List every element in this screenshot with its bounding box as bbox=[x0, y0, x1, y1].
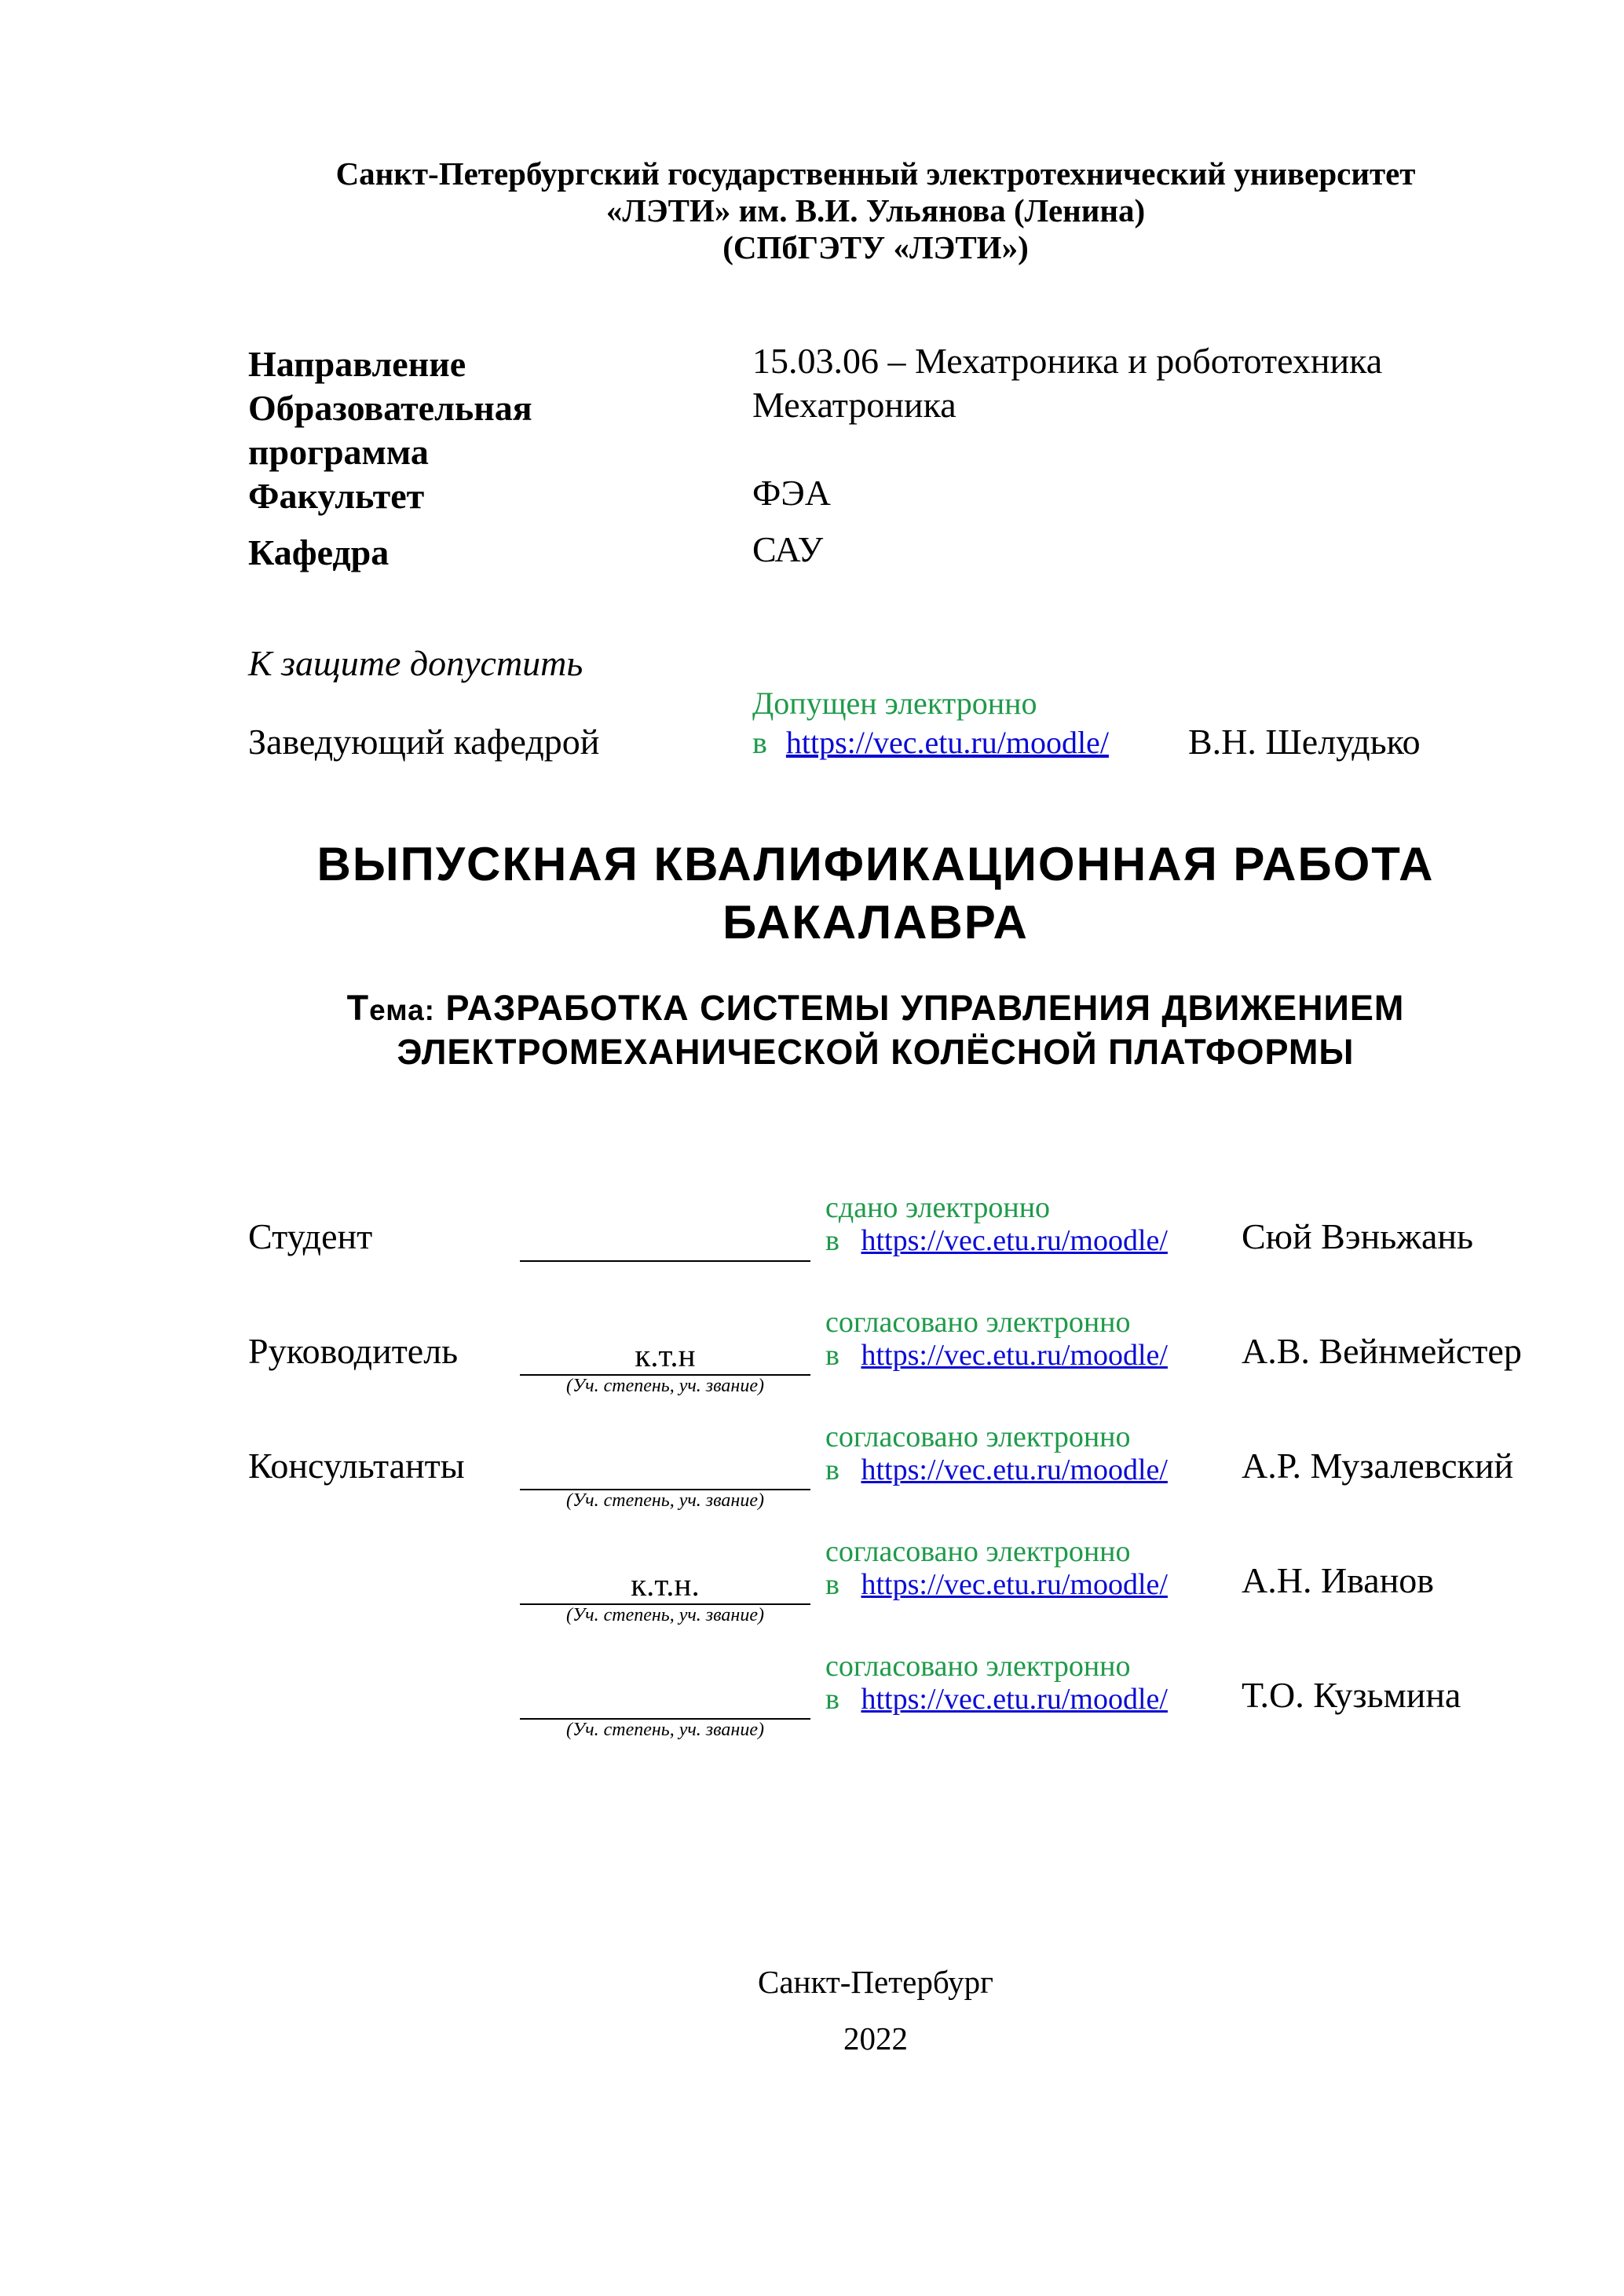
signature-link-row bbox=[825, 1567, 1168, 1602]
faculty-value: ФЭА bbox=[752, 473, 831, 513]
signatory-name: А.В. Вейнмейстер bbox=[1242, 1331, 1522, 1371]
program-label-line-1: Образовательная bbox=[248, 388, 532, 428]
signature-line bbox=[520, 1260, 810, 1262]
university-name-line-2: «ЛЭТИ» им. В.И. Ульянова (Ленина) bbox=[605, 192, 1146, 229]
department-value: САУ bbox=[752, 529, 824, 569]
signature-status: согласовано электронно bbox=[825, 1535, 1131, 1568]
academic-degree: к.т.н bbox=[635, 1337, 696, 1373]
department-head-name: В.Н. Шелудько bbox=[1188, 722, 1421, 762]
department-label: Кафедра bbox=[248, 532, 390, 572]
university-name-line-1: Санкт-Петербургский государственный электротехнический университет bbox=[335, 155, 1416, 192]
degree-caption: (Уч. степень, уч. звание) bbox=[566, 1376, 764, 1396]
signature-role: Студент bbox=[248, 1216, 373, 1256]
footer-city: Санкт-Петербург bbox=[758, 1964, 993, 2000]
faculty-label: Факультет bbox=[248, 476, 425, 516]
degree-caption: (Уч. степень, уч. звание) bbox=[566, 1605, 764, 1625]
link-prefix: в bbox=[825, 1453, 839, 1486]
link-prefix: в bbox=[752, 725, 767, 760]
signature-role: Консультанты bbox=[248, 1446, 465, 1486]
signature-link-row bbox=[825, 1338, 1168, 1373]
signature-status: согласовано электронно bbox=[825, 1306, 1131, 1339]
link-prefix: в bbox=[825, 1224, 839, 1257]
link-prefix: в bbox=[825, 1683, 839, 1716]
theme-label-rest: ема: bbox=[369, 994, 435, 1026]
link-prefix: в bbox=[825, 1568, 839, 1601]
admitted-status: Допущен электронно bbox=[752, 686, 1037, 721]
moodle-link[interactable]: https://vec.etu.ru/moodle/ bbox=[861, 1339, 1168, 1372]
theme-text-line-1: РАЗРАБОТКА СИСТЕМЫ УПРАВЛЕНИЯ ДВИЖЕНИЕМ bbox=[445, 988, 1405, 1028]
moodle-link[interactable]: https://vec.etu.ru/moodle/ bbox=[861, 1224, 1168, 1257]
signature-link-row bbox=[825, 1682, 1168, 1717]
degree-caption: (Уч. степень, уч. звание) bbox=[566, 1490, 764, 1511]
signatory-name: Сюй Вэньжань bbox=[1242, 1216, 1473, 1256]
theme-label-first-letter: Т bbox=[346, 988, 370, 1028]
signatory-name: А.Н. Иванов bbox=[1242, 1560, 1435, 1600]
signatory-name: А.Р. Музалевский bbox=[1242, 1446, 1514, 1486]
moodle-link[interactable]: https://vec.etu.ru/moodle/ bbox=[861, 1568, 1168, 1601]
direction-label: Направление bbox=[248, 344, 466, 384]
signature-link-row bbox=[825, 1453, 1168, 1487]
theme-text-line-2: ЭЛЕКТРОМЕХАНИЧЕСКОЙ КОЛЁСНОЙ ПЛАТФОРМЫ bbox=[397, 1032, 1355, 1072]
academic-degree: к.т.н. bbox=[631, 1567, 700, 1603]
admitted-link-row bbox=[752, 724, 1109, 761]
work-title-line-1: ВЫПУСКНАЯ КВАЛИФИКАЦИОННАЯ РАБОТА bbox=[316, 838, 1435, 890]
moodle-link[interactable]: https://vec.etu.ru/moodle/ bbox=[861, 1683, 1168, 1716]
moodle-link[interactable]: https://vec.etu.ru/moodle/ bbox=[785, 725, 1109, 760]
signatory-name: Т.О. Кузьмина bbox=[1242, 1675, 1461, 1715]
signature-status: согласовано электронно bbox=[825, 1420, 1131, 1453]
signature-status: согласовано электронно bbox=[825, 1650, 1131, 1683]
signature-link-row bbox=[825, 1223, 1168, 1258]
theme-line-1 bbox=[0, 988, 1624, 1029]
moodle-link[interactable]: https://vec.etu.ru/moodle/ bbox=[861, 1453, 1168, 1486]
degree-caption: (Уч. степень, уч. звание) bbox=[566, 1720, 764, 1740]
work-title-line-2: БАКАЛАВРА bbox=[722, 896, 1029, 949]
link-prefix: в bbox=[825, 1339, 839, 1372]
program-value: Мехатроника bbox=[752, 385, 956, 425]
direction-value: 15.03.06 – Мехатроника и робототехника bbox=[752, 341, 1383, 381]
university-abbreviation: (СПбГЭТУ «ЛЭТИ») bbox=[722, 229, 1029, 265]
signature-role: Руководитель bbox=[248, 1331, 459, 1371]
program-label-line-2: программа bbox=[248, 432, 429, 472]
department-head-label: Заведующий кафедрой bbox=[248, 722, 600, 762]
admit-to-defense-text: К защите допустить bbox=[248, 643, 583, 683]
signature-status: сдано электронно bbox=[825, 1191, 1051, 1224]
footer-year: 2022 bbox=[843, 2020, 908, 2057]
